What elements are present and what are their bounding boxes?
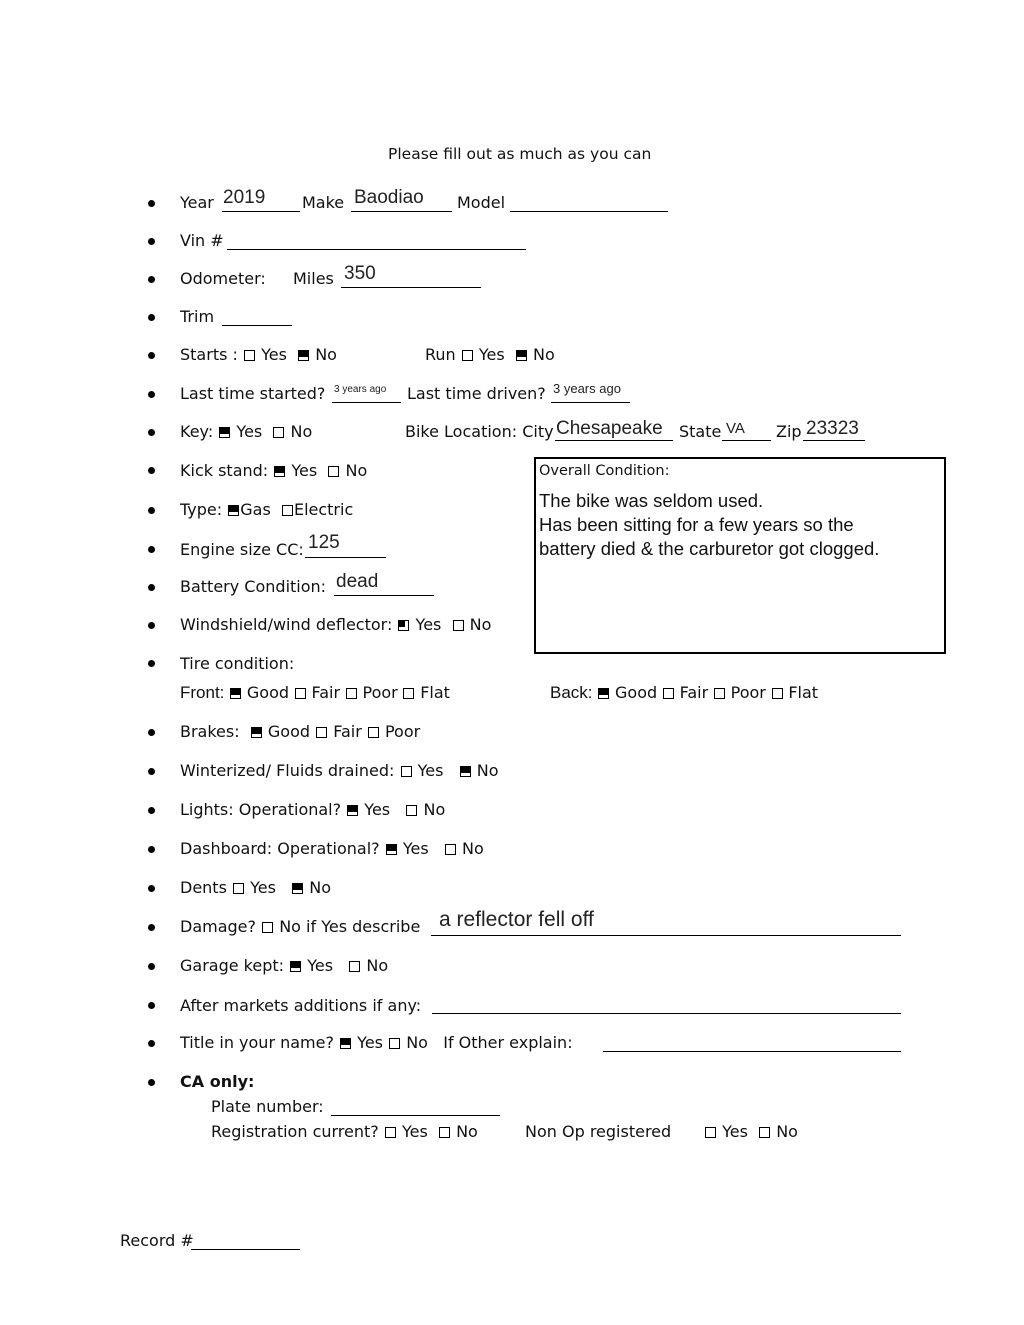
registration-yes-label: Yes bbox=[401, 1122, 428, 1141]
brakes-row bbox=[180, 722, 420, 741]
condition-line: Has been sitting for a few years so the bbox=[539, 514, 854, 535]
nonop-yes-label: Yes bbox=[722, 1122, 748, 1141]
brakes-poor-checkbox[interactable] bbox=[368, 727, 379, 738]
kick-stand-label: Kick stand: bbox=[180, 461, 269, 480]
last-driven-line[interactable] bbox=[551, 402, 630, 403]
kick-stand-no-label: No bbox=[345, 461, 368, 480]
bullet bbox=[148, 352, 155, 359]
lights-label: Lights: Operational? bbox=[180, 800, 342, 819]
lights-yes-label: Yes bbox=[364, 800, 391, 819]
windshield-label: Windshield/wind deflector: bbox=[180, 615, 393, 634]
windshield-no-checkbox[interactable] bbox=[453, 620, 464, 631]
key-yes-checkbox[interactable] bbox=[219, 427, 230, 438]
plate-line[interactable] bbox=[331, 1115, 500, 1116]
last-started-label: Last time started? bbox=[180, 384, 326, 403]
ca-label: CA only: bbox=[180, 1072, 255, 1091]
city-value[interactable]: Chesapeake bbox=[556, 418, 663, 439]
type-gas-label: Gas bbox=[240, 500, 271, 519]
winterized-row bbox=[180, 761, 499, 780]
front-fair-label: Fair bbox=[311, 683, 341, 702]
last-started-line[interactable] bbox=[332, 402, 401, 403]
zip-label: Zip bbox=[776, 422, 802, 441]
last-started-value[interactable]: 3 years ago bbox=[334, 384, 387, 395]
back-poor-checkbox[interactable] bbox=[714, 688, 725, 699]
damage-value[interactable]: a reflector fell off bbox=[439, 908, 594, 931]
bullet bbox=[148, 391, 155, 398]
trim-label: Trim bbox=[180, 307, 215, 326]
front-poor-checkbox[interactable] bbox=[346, 688, 357, 699]
title-no-checkbox[interactable] bbox=[389, 1038, 400, 1049]
front-good-label: Good bbox=[246, 683, 290, 702]
year-value[interactable]: 2019 bbox=[223, 187, 266, 208]
nonop-no-checkbox[interactable] bbox=[759, 1127, 770, 1138]
tire-front-row bbox=[180, 683, 450, 703]
run-yes-label: Yes bbox=[478, 345, 505, 364]
key-yes-label: Yes bbox=[236, 422, 263, 441]
run-label: Run bbox=[425, 345, 456, 364]
winterized-no-label: No bbox=[476, 761, 499, 780]
type-electric-checkbox[interactable] bbox=[282, 505, 293, 516]
brakes-poor-label: Poor bbox=[384, 722, 421, 741]
condition-line: battery died & the carburetor got clogged. bbox=[539, 538, 880, 559]
registration-label: Registration current? bbox=[211, 1122, 379, 1141]
windshield-no-label: No bbox=[469, 615, 492, 634]
bullet bbox=[148, 660, 155, 667]
type-gas-checkbox[interactable] bbox=[228, 505, 239, 516]
plate-label: Plate number: bbox=[211, 1097, 324, 1116]
nonop-yes-checkbox[interactable] bbox=[705, 1127, 716, 1138]
engine-line[interactable] bbox=[305, 557, 386, 558]
state-value[interactable]: VA bbox=[726, 420, 745, 437]
run-yes-checkbox[interactable] bbox=[462, 350, 473, 361]
run-no-checkbox[interactable] bbox=[516, 350, 527, 361]
tire-back-row bbox=[550, 683, 818, 703]
brakes-label: Brakes: bbox=[180, 722, 240, 741]
bullet bbox=[148, 768, 155, 775]
state-line[interactable] bbox=[722, 440, 771, 441]
windshield-row bbox=[180, 615, 491, 634]
dents-no-label: No bbox=[309, 878, 332, 897]
lights-yes-checkbox[interactable] bbox=[347, 805, 358, 816]
front-fair-checkbox[interactable] bbox=[295, 688, 306, 699]
registration-row bbox=[211, 1122, 478, 1141]
garage-no-checkbox[interactable] bbox=[349, 961, 360, 972]
dents-yes-checkbox[interactable] bbox=[233, 883, 244, 894]
kick-stand-yes-checkbox[interactable] bbox=[274, 466, 285, 477]
model-label: Model bbox=[457, 193, 506, 212]
winterized-label: Winterized/ Fluids drained: bbox=[180, 761, 395, 780]
back-flat-label: Flat bbox=[788, 683, 819, 702]
winterized-yes-checkbox[interactable] bbox=[401, 766, 412, 777]
lights-no-label: No bbox=[423, 800, 446, 819]
bullet bbox=[148, 429, 155, 436]
bullet bbox=[148, 276, 155, 283]
battery-label: Battery Condition: bbox=[180, 577, 327, 596]
dents-yes-label: Yes bbox=[250, 878, 276, 897]
run-no-label: No bbox=[532, 345, 555, 364]
title-yes-label: Yes bbox=[357, 1033, 383, 1052]
bullet bbox=[148, 1079, 155, 1086]
dashboard-no-checkbox[interactable] bbox=[445, 844, 456, 855]
bullet bbox=[148, 963, 155, 970]
garage-no-label: No bbox=[366, 956, 389, 975]
damage-row bbox=[180, 917, 420, 936]
bullet bbox=[148, 885, 155, 892]
dashboard-yes-checkbox[interactable] bbox=[386, 844, 397, 855]
brakes-fair-label: Fair bbox=[333, 722, 362, 741]
bullet bbox=[148, 924, 155, 931]
garage-yes-checkbox[interactable] bbox=[290, 961, 301, 972]
back-fair-checkbox[interactable] bbox=[663, 688, 674, 699]
windshield-yes-label: Yes bbox=[415, 615, 442, 634]
tire-front-label: Front: bbox=[180, 683, 225, 702]
windshield-yes-checkbox[interactable] bbox=[398, 620, 409, 631]
bullet bbox=[148, 200, 155, 207]
overall-condition-box[interactable] bbox=[534, 457, 946, 654]
lights-no-checkbox[interactable] bbox=[406, 805, 417, 816]
bullet bbox=[148, 314, 155, 321]
dashboard-label: Dashboard: Operational? bbox=[180, 839, 380, 858]
starts-yes-checkbox[interactable] bbox=[244, 350, 255, 361]
key-label: Key: bbox=[180, 422, 214, 441]
miles-line[interactable] bbox=[341, 287, 481, 288]
title-other-line[interactable] bbox=[603, 1051, 901, 1052]
tire-back-label: Back: bbox=[550, 683, 593, 702]
bullet bbox=[148, 622, 155, 629]
garage-yes-label: Yes bbox=[307, 956, 334, 975]
miles-value[interactable]: 350 bbox=[344, 263, 376, 284]
last-driven-label: Last time driven? bbox=[407, 384, 546, 403]
dashboard-row bbox=[180, 839, 484, 858]
key-no-checkbox[interactable] bbox=[273, 427, 284, 438]
starts-no-checkbox[interactable] bbox=[298, 350, 309, 361]
key-row bbox=[180, 422, 312, 441]
bullet bbox=[148, 238, 155, 245]
form-header: Please fill out as much as you can bbox=[388, 145, 652, 163]
front-flat-label: Flat bbox=[420, 683, 450, 702]
battery-value[interactable]: dead bbox=[336, 571, 379, 592]
type-electric-label: Electric bbox=[293, 500, 354, 519]
year-line[interactable] bbox=[222, 211, 300, 212]
registration-no-label: No bbox=[456, 1122, 478, 1141]
condition-line: The bike was seldom used. bbox=[539, 490, 764, 511]
damage-label: Damage? bbox=[180, 917, 257, 936]
engine-value[interactable]: 125 bbox=[308, 532, 340, 553]
record-line[interactable] bbox=[191, 1249, 300, 1250]
model-line[interactable] bbox=[510, 211, 668, 212]
bullet bbox=[148, 807, 155, 814]
make-label: Make bbox=[302, 193, 345, 212]
starts-no-label: No bbox=[315, 345, 337, 364]
bullet bbox=[148, 467, 155, 474]
bullet bbox=[148, 1002, 155, 1009]
back-poor-label: Poor bbox=[730, 683, 766, 702]
zip-line[interactable] bbox=[803, 440, 865, 441]
key-no-label: No bbox=[290, 422, 313, 441]
kick-stand-no-checkbox[interactable] bbox=[328, 466, 339, 477]
engine-label: Engine size CC: bbox=[180, 540, 304, 559]
back-flat-checkbox[interactable] bbox=[772, 688, 783, 699]
brakes-fair-checkbox[interactable] bbox=[316, 727, 327, 738]
bullet bbox=[148, 507, 155, 514]
nonop-no-label: No bbox=[776, 1122, 798, 1141]
vin-line[interactable] bbox=[227, 249, 526, 250]
starts-yes-label: Yes bbox=[261, 345, 287, 364]
title-no-label: No bbox=[406, 1033, 428, 1052]
front-good-checkbox[interactable] bbox=[230, 688, 241, 699]
aftermarket-line[interactable] bbox=[432, 1013, 901, 1014]
brakes-good-checkbox[interactable] bbox=[251, 727, 262, 738]
back-fair-label: Fair bbox=[679, 683, 709, 702]
kick-stand-yes-label: Yes bbox=[291, 461, 318, 480]
last-driven-value[interactable]: 3 years ago bbox=[553, 381, 621, 396]
winterized-yes-label: Yes bbox=[417, 761, 444, 780]
damage-line[interactable] bbox=[431, 935, 901, 936]
registration-no-checkbox[interactable] bbox=[439, 1127, 450, 1138]
record-label: Record # bbox=[120, 1231, 194, 1250]
make-line[interactable] bbox=[351, 211, 452, 212]
trim-line[interactable] bbox=[222, 325, 292, 326]
tire-label: Tire condition: bbox=[180, 654, 295, 673]
title-other-label: If Other explain: bbox=[443, 1033, 573, 1052]
garage-row bbox=[180, 956, 388, 975]
bullet bbox=[148, 546, 155, 553]
brakes-good-label: Good bbox=[267, 722, 311, 741]
vin-label: Vin # bbox=[180, 231, 224, 250]
title-yes-checkbox[interactable] bbox=[340, 1038, 351, 1049]
back-good-checkbox[interactable] bbox=[598, 688, 609, 699]
damage-no-checkbox[interactable] bbox=[262, 922, 273, 933]
front-flat-checkbox[interactable] bbox=[403, 688, 414, 699]
title-label: Title in your name? bbox=[180, 1033, 334, 1052]
starts-row bbox=[180, 345, 337, 364]
garage-label: Garage kept: bbox=[180, 956, 285, 975]
location-label: Bike Location: City bbox=[405, 422, 554, 441]
nonop-row bbox=[704, 1122, 798, 1141]
kick-stand-row bbox=[180, 461, 367, 480]
front-poor-label: Poor bbox=[362, 683, 398, 702]
make-value[interactable]: Baodiao bbox=[354, 187, 424, 208]
winterized-no-checkbox[interactable] bbox=[460, 766, 471, 777]
starts-label: Starts : bbox=[180, 345, 238, 364]
bullet bbox=[148, 1040, 155, 1047]
overall-condition-text[interactable] bbox=[539, 489, 879, 561]
dashboard-no-label: No bbox=[462, 839, 484, 858]
overall-condition-title: Overall Condition: bbox=[539, 463, 670, 479]
miles-label: Miles bbox=[293, 269, 334, 288]
title-row bbox=[180, 1033, 573, 1052]
battery-line[interactable] bbox=[334, 595, 434, 596]
registration-yes-checkbox[interactable] bbox=[385, 1127, 396, 1138]
bullet bbox=[148, 846, 155, 853]
bullet bbox=[148, 584, 155, 591]
bullet bbox=[148, 729, 155, 736]
type-label: Type: bbox=[180, 500, 223, 519]
zip-value[interactable]: 23323 bbox=[806, 418, 859, 439]
type-row bbox=[180, 500, 353, 519]
odometer-label: Odometer: bbox=[180, 269, 266, 288]
nonop-label: Non Op registered bbox=[525, 1122, 672, 1141]
dents-label: Dents bbox=[180, 878, 227, 897]
state-label: State bbox=[679, 422, 722, 441]
city-line[interactable] bbox=[555, 440, 673, 441]
year-label: Year bbox=[180, 193, 214, 212]
lights-row bbox=[180, 800, 445, 819]
back-good-label: Good bbox=[615, 683, 658, 702]
aftermarket-label: After markets additions if any: bbox=[180, 996, 422, 1015]
dents-row bbox=[180, 878, 331, 897]
dashboard-yes-label: Yes bbox=[402, 839, 429, 858]
run-row bbox=[425, 345, 555, 364]
damage-no-text: No if Yes describe bbox=[279, 917, 421, 936]
dents-no-checkbox[interactable] bbox=[292, 883, 303, 894]
